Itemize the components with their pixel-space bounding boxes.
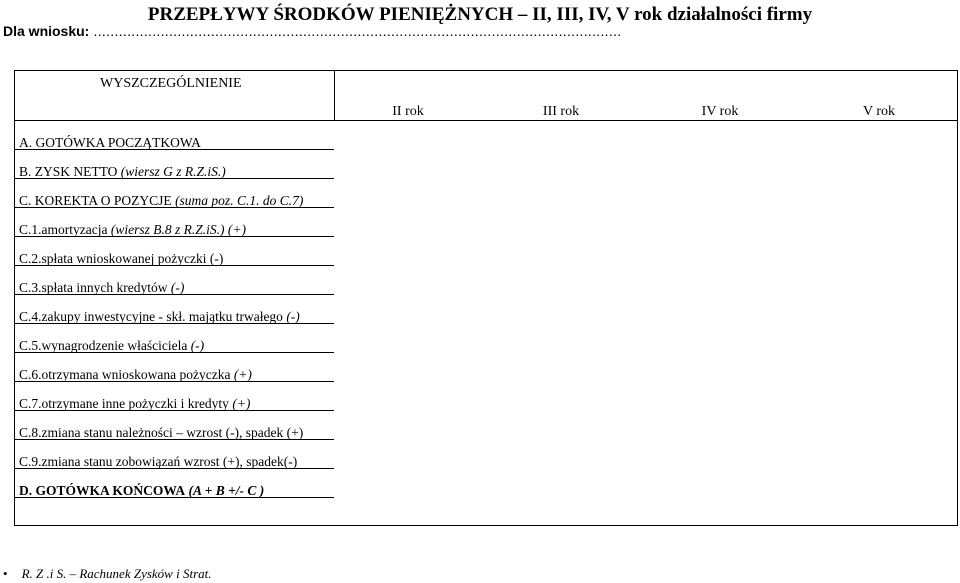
year-header-3: III rok [542,104,580,119]
row-label: C.9.zmiana stanu zobowiązań wzrost (+), spadek(-) [19,454,298,469]
row-loan-received [19,367,252,383]
row-note: (-) [167,280,185,295]
row-label: C.6.otrzymana wnioskowana pożyczka [19,367,231,382]
row-investment-purchases [19,309,300,325]
row-label: C.7.otrzymane inne pożyczki i kredyty [19,396,229,411]
row-closing-cash [19,483,264,499]
description-header: WYSZCZEGÓLNIENIE [100,76,242,91]
row-loan-repayment [19,251,223,267]
row-label: C.8.zmiana stanu należności – wzrost (-), spadek (+) [19,425,304,440]
row-label: C.2.spłata wnioskowanej pożyczki (-) [19,251,224,266]
applicant-line [3,23,621,41]
row-note: (A + B +/- C ) [185,483,265,498]
row-label: C.3.spłata innych kredytów [19,280,168,295]
row-liabilities-change [19,454,297,470]
applicant-field[interactable]: .............................................................................................................................. [89,23,622,39]
footnote-text: R. Z .i S. – Rachunek Zysków i Strat. [21,566,212,581]
row-note: (+) [228,396,251,411]
row-label: C.5.wynagrodzenie właściciela [19,338,188,353]
row-label: B. ZYSK NETTO [19,164,118,179]
page-title: PRZEPŁYWY ŚRODKÓW PIENIĘŻNYCH – II, III, IV, V rok działalności firmy [147,4,813,25]
row-label: A. GOTÓWKA POCZĄTKOWA [19,135,201,150]
row-opening-cash [19,135,201,151]
row-receivables-change [19,425,303,441]
row-label: D. GOTÓWKA KOŃCOWA [19,483,186,498]
row-note: (-) [187,338,205,353]
row-owner-salary [19,338,204,354]
row-note: (wiersz G z R.Z.iS.) [117,164,226,179]
table-border-left [14,70,15,526]
table-border-right [957,70,958,526]
row-other-credit-repayment [19,280,184,296]
row-net-profit [19,164,226,180]
row-depreciation [19,222,246,238]
year-header-2: II rok [392,104,424,119]
row-other-loans-received [19,396,250,412]
row-label: C.1.amortyzacja [19,222,108,237]
year-header-5: V rok [862,104,896,119]
row-label: C.4.zakupy inwestycyjne - skł. majątku trwałego [19,309,283,324]
year-header-4: IV rok [701,104,739,119]
bullet-icon: • [3,566,8,581]
row-note: (wiersz B.8 z R.Z.iS.) (+) [107,222,246,237]
row-adjustments [19,193,303,209]
row-note: (suma poz. C.1. do C.7) [171,193,304,208]
table-border-bottom [14,525,958,526]
table-divider-description [334,70,335,120]
table-header-divider [14,120,958,121]
table-border-top [14,70,958,71]
applicant-label: Dla wniosku: [3,23,90,39]
row-note: (-) [282,309,300,324]
row-note: (+) [230,367,252,382]
footnote [3,566,212,582]
row-label: C. KOREKTA O POZYCJE [19,193,172,208]
